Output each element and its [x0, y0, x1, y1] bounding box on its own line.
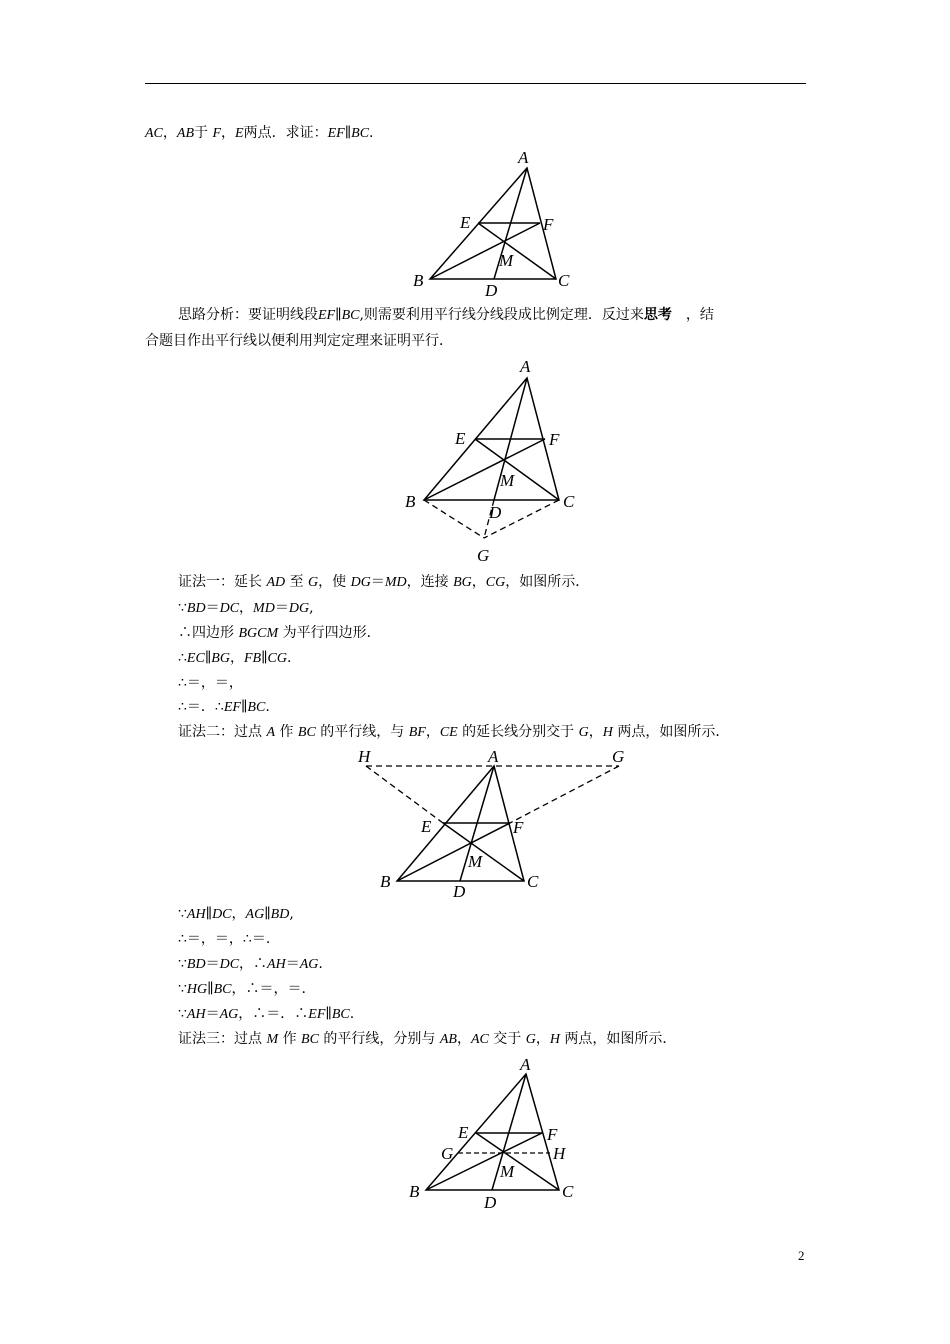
label-F: F: [549, 430, 560, 449]
label-A: A: [520, 1055, 531, 1074]
proof2-line-2: ∵AH∥DC，AG∥BD,: [178, 906, 294, 922]
analysis-line-2: 合题目作出平行线以便利用判定定理来证明平行．: [145, 333, 453, 349]
label-G: G: [477, 546, 490, 565]
proof3-title: 证法三：过点 M 作 BC 的平行线，分别与 AB，AC 交于 G，H 两点，如图所示．: [178, 1031, 677, 1047]
label-F: F: [513, 818, 524, 837]
label-E: E: [455, 429, 466, 448]
proof2-line-4: ∵BD＝DC，∴AH＝AG.: [178, 956, 323, 972]
label-D: D: [489, 503, 502, 522]
label-C: C: [563, 492, 575, 511]
label-C: C: [562, 1182, 574, 1201]
proof1-title: 证法一：延长 AD 至 G，使 DG＝MD，连接 BG，CG，如图所示．: [178, 574, 590, 590]
label-E: E: [460, 213, 471, 232]
label-C: C: [558, 271, 570, 290]
label-F: F: [543, 215, 554, 234]
figure-2-triangle-with-G: [400, 355, 590, 570]
label-B: B: [413, 271, 424, 290]
proof1-line-6: ∴＝．∴EF∥BC.: [178, 699, 270, 715]
label-M: M: [468, 852, 483, 871]
analysis-line-1: 思路分析：要证明线段EF∥BC,则需要利用平行线分线段成比例定理．反过来思考 ，结: [178, 307, 714, 323]
label-D: D: [485, 281, 498, 300]
proof1-line-5: ∴＝，＝，: [178, 675, 243, 691]
proof1-line-2: ∵BD＝DC，MD＝DG,: [178, 600, 314, 616]
label-B: B: [409, 1182, 420, 1201]
label-B: B: [405, 492, 416, 511]
label-A: A: [520, 357, 531, 376]
label-H: H: [358, 747, 371, 766]
figure-1-triangle: [405, 145, 585, 300]
label-F: F: [547, 1125, 558, 1144]
label-B: B: [380, 872, 391, 891]
label-C: C: [527, 872, 539, 891]
label-M: M: [500, 471, 515, 490]
header-rule: [145, 83, 806, 84]
label-E: E: [421, 817, 432, 836]
page-number: 2: [798, 1248, 805, 1263]
proof2-line-3: ∴＝，＝，∴＝.: [178, 931, 271, 947]
proof2-line-5: ∵HG∥BC，∴＝，＝.: [178, 981, 306, 997]
proof1-line-3: ∴四边形 BGCM 为平行四边形．: [178, 625, 381, 641]
label-H: H: [553, 1144, 566, 1163]
figure-4-triangle-with-GH: [405, 1052, 585, 1214]
problem-statement: AC，AB于 F，E两点．求证：EF∥BC.: [145, 125, 374, 141]
label-D: D: [453, 882, 466, 901]
label-M: M: [500, 1162, 515, 1181]
label-A: A: [488, 747, 499, 766]
proof2-title: 证法二：过点 A 作 BC 的平行线，与 BF，CE 的延长线分别交于 G，H 两点，如图所示．: [178, 724, 730, 740]
figure-3-triangle-with-HG: [350, 743, 630, 901]
proof1-line-4: ∴EC∥BG，FB∥CG.: [178, 650, 292, 666]
label-G: G: [441, 1144, 454, 1163]
proof2-line-6: ∵AH＝AG，∴＝．∴EF∥BC.: [178, 1006, 355, 1022]
label-G: G: [612, 747, 625, 766]
label-E: E: [458, 1123, 469, 1142]
label-D: D: [484, 1193, 497, 1212]
label-A: A: [518, 148, 529, 167]
label-M: M: [499, 251, 514, 270]
